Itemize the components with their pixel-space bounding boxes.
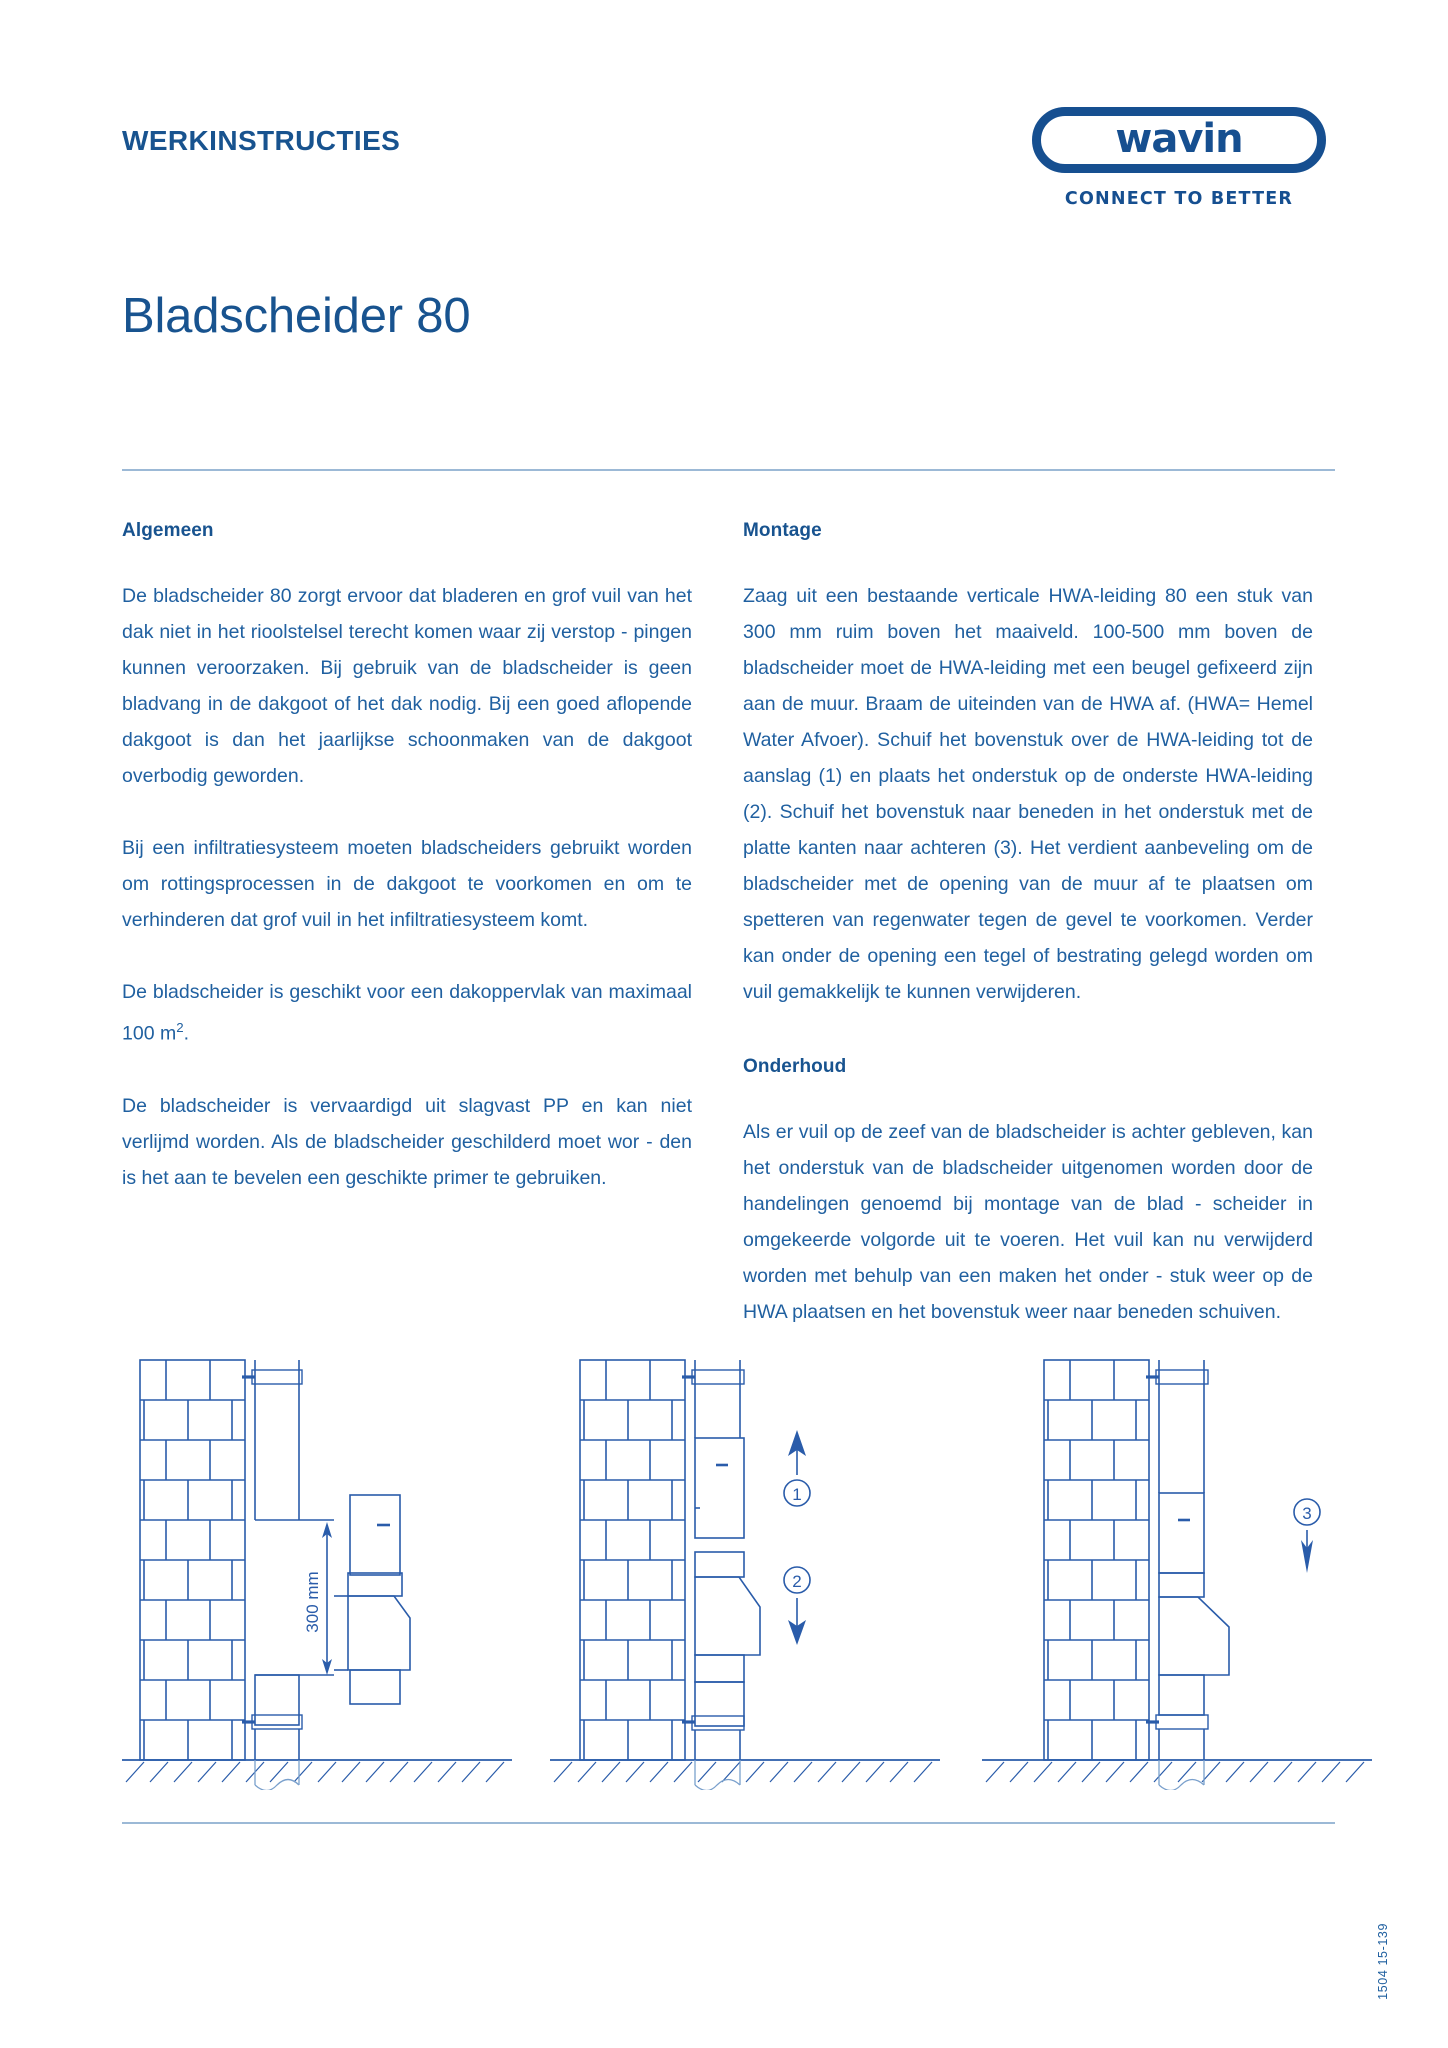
figure-2-callout-2: 2 <box>792 1572 802 1591</box>
figure-1-dimension-label: 300 mm <box>303 1571 322 1633</box>
figure-2-svg <box>550 1330 940 1790</box>
logo-pill-shape <box>1032 107 1326 173</box>
figure-3-final-position <box>982 1330 1372 1790</box>
superscript-square: 2 <box>176 1020 184 1035</box>
page-title: Bladscheider 80 <box>122 289 471 343</box>
paragraph-montage-1: Zaag uit een bestaande verticale HWA-leiding 80 een stuk van 300 mm ruim boven het maaiveld. 100-500 mm boven de bladscheider moet de HWA-leiding met een beugel gefixeerd zijn aan de muur. Braam de uiteinden van de HWA af. (HWA= Hemel Water Afvoer). Schuif het bovenstuk over de HWA-leiding tot de aanslag (1) en plaats het onderstuk op de onderste HWA-leiding (2). Schuif het bovenstuk naar beneden in het onderstuk met de platte kanten naar achteren (3). Het verdient aanbeveling om de bladscheider met de opening van de muur af te plaatsen om spetteren van regenwater tegen de gevel te voorkomen. Verder kan onder de opening een tegel of bestrating gelegd worden om vuil gemakkelijk te kunnen verwijderen. <box>743 585 1313 1003</box>
column-right <box>743 520 1313 1330</box>
figure-3-svg <box>982 1330 1372 1790</box>
paragraph-algemeen-1: De bladscheider 80 zorgt ervoor dat bladeren en grof vuil van het dak niet in het rioolstelsel terecht komen waar zij verstop - pingen kunnen veroorzaken. Bij gebruik van de bladscheider is geen bladvang in de dakgoot of het dak nodig. Bij een goed aflopende dakgoot is dan het jaarlijkse schoonmaken van de dakgoot overbodig geworden. <box>122 585 692 787</box>
figure-1-dimension <box>122 1330 512 1790</box>
logo-wordmark: wavin <box>1115 116 1243 162</box>
logo-tagline: CONNECT TO BETTER <box>1064 189 1294 209</box>
footer-document-code: 1504 15-139 <box>1376 1923 1390 2000</box>
header-kicker: WERKINSTRUCTIES <box>122 125 401 156</box>
section-heading-algemeen: Algemeen <box>122 520 214 541</box>
paragraph-algemeen-3-text: De bladscheider is geschikt voor een dakoppervlak van maximaal 100 m <box>122 981 692 1045</box>
figure-3-callout-3: 3 <box>1302 1504 1312 1523</box>
divider-bottom <box>122 1822 1335 1824</box>
figure-2-callout-1: 1 <box>792 1485 802 1504</box>
wavin-logo <box>992 107 1332 227</box>
technical-drawings <box>122 1330 1335 1790</box>
section-heading-montage: Montage <box>743 520 822 541</box>
figure-2-assembly-steps <box>550 1330 940 1790</box>
paragraph-algemeen-2: Bij een infiltratiesysteem moeten bladscheiders gebruikt worden om rottingsprocessen in de dakgoot te voorkomen en om te verhinderen dat grof vuil in het infiltratiesysteem komt. <box>122 837 692 931</box>
paragraph-algemeen-4: De bladscheider is vervaardigd uit slagvast PP en kan niet verlijmd worden. Als de bladscheider geschilderd moet wor - den is het aan te bevelen een geschikte primer te gebruiken. <box>122 1094 692 1189</box>
figure-1-svg <box>122 1330 512 1790</box>
superscript-tail: . <box>183 1022 189 1045</box>
column-left <box>122 520 692 1196</box>
page-header <box>122 116 1332 265</box>
paragraph-algemeen-3 <box>122 974 692 1052</box>
divider-top <box>122 469 1335 471</box>
section-heading-onderhoud: Onderhoud <box>743 1056 847 1077</box>
paragraph-onderhoud-1: Als er vuil op de zeef van de bladscheider is achter gebleven, kan het onderstuk van de bladscheider uitgenomen worden door de handelingen genoemd bij montage van de blad - scheider in omgekeerde volgorde uit te voeren. Het vuil kan nu verwijderd worden met behulp van een maken het onder - stuk weer op de HWA plaatsen en het bovenstuk weer naar beneden schuiven. <box>743 1121 1313 1323</box>
